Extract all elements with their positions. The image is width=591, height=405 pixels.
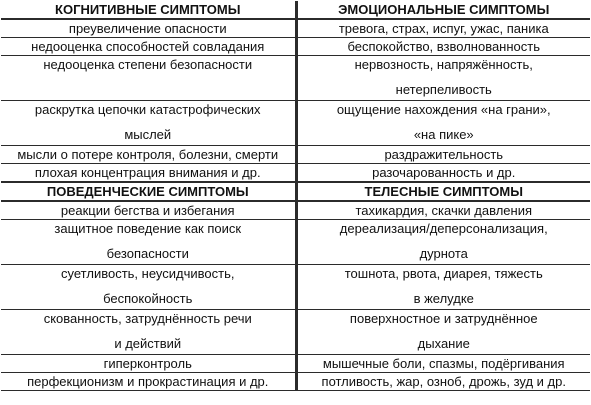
symptom-text: мышечные боли, спазмы, подёргивания (322, 356, 565, 371)
symptom-cell (296, 201, 590, 220)
symptom-text: раздражительность (384, 147, 504, 162)
symptom-cell (296, 355, 590, 373)
symptom-text: мысли о потере контроля, болезни, смерти (17, 147, 279, 162)
symptom-text: недооценка способностей совладания (31, 39, 265, 54)
symptom-cell (1, 56, 296, 101)
symptom-text: беспокойство, взволнованность (347, 39, 541, 54)
symptom-cell (296, 19, 590, 38)
symptom-cell (1, 146, 296, 164)
symptom-text: недооценка степени безопасности (43, 57, 253, 72)
symptom-text: реакции бегства и избегания (60, 203, 235, 218)
symptom-text: беспокойность (103, 291, 193, 306)
table-row (1, 373, 590, 391)
symptom-text: тошнота, рвота, диарея, тяжесть (344, 266, 543, 281)
symptoms-table (1, 1, 590, 391)
symptom-text: скованность, затруднённость речи (43, 311, 252, 326)
symptom-cell (1, 201, 296, 220)
table-row (1, 146, 590, 164)
symptom-cell (1, 310, 296, 355)
symptom-cell (296, 310, 590, 355)
symptom-text: нетерпеливость (395, 82, 492, 97)
symptom-text: защитное поведение как поиск (54, 221, 242, 236)
symptom-cell (1, 101, 296, 146)
symptom-text: безопасности (106, 246, 189, 261)
table-row (1, 310, 590, 355)
table-row (1, 101, 590, 146)
symptom-text: дурнота (419, 246, 468, 261)
section-header: ТЕЛЕСНЫЕ СИМПТОМЫ (296, 182, 590, 201)
section-header: ЭМОЦИОНАЛЬНЫЕ СИМПТОМЫ (296, 1, 590, 19)
section-header-row-cognitive-emotional (1, 1, 590, 19)
symptom-text: и действий (114, 336, 182, 351)
symptom-cell (296, 220, 590, 265)
symptom-text: разочарованность и др. (372, 165, 516, 180)
section-header-row-behavioral-bodily (1, 182, 590, 201)
table-row (1, 19, 590, 38)
symptom-text: потливость, жар, озноб, дрожь, зуд и др. (321, 374, 566, 389)
symptom-cell (296, 265, 590, 310)
table-row (1, 201, 590, 220)
symptom-cell (1, 19, 296, 38)
symptom-cell (1, 373, 296, 391)
symptom-text: ощущение нахождения «на грани», (336, 102, 551, 117)
symptom-text: гиперконтроль (103, 356, 192, 371)
table-row (1, 164, 590, 183)
symptom-text: тревога, страх, испуг, ужас, паника (338, 21, 549, 36)
symptom-text: нервозность, напряжённость, (354, 57, 533, 72)
symptom-text: тахикардия, скачки давления (355, 203, 532, 218)
symptom-text: в желудке (413, 291, 474, 306)
symptom-cell (296, 146, 590, 164)
symptom-text: плохая концентрация внимания и др. (34, 165, 261, 180)
symptom-cell (296, 373, 590, 391)
symptom-cell (296, 164, 590, 183)
table-row (1, 56, 590, 101)
symptom-cell (296, 101, 590, 146)
symptom-cell (296, 38, 590, 56)
symptom-text: «на пике» (413, 127, 474, 142)
table-row (1, 355, 590, 373)
table-row (1, 265, 590, 310)
symptom-cell (296, 56, 590, 101)
table-row (1, 38, 590, 56)
symptom-text: преувеличение опасности (68, 21, 227, 36)
section-header: КОГНИТИВНЫЕ СИМПТОМЫ (1, 1, 296, 19)
table-row (1, 220, 590, 265)
symptom-text: мыслей (124, 127, 172, 142)
symptom-text: перфекционизм и прокрастинация и др. (27, 374, 269, 389)
symptom-text: суетливость, неусидчивость, (61, 266, 235, 281)
symptom-cell (1, 38, 296, 56)
section-header: ПОВЕДЕНЧЕСКИЕ СИМПТОМЫ (1, 182, 296, 201)
symptom-text: поверхностное и затруднённое (349, 311, 538, 326)
symptom-text: дереализация/деперсонализация, (339, 221, 548, 236)
symptom-cell (1, 355, 296, 373)
symptoms-table-body (1, 1, 590, 391)
symptom-text: раскрутка цепочки катастрофических (34, 102, 261, 117)
symptom-cell (1, 220, 296, 265)
symptom-cell (1, 265, 296, 310)
symptom-cell (1, 164, 296, 183)
symptom-text: дыхание (417, 336, 470, 351)
